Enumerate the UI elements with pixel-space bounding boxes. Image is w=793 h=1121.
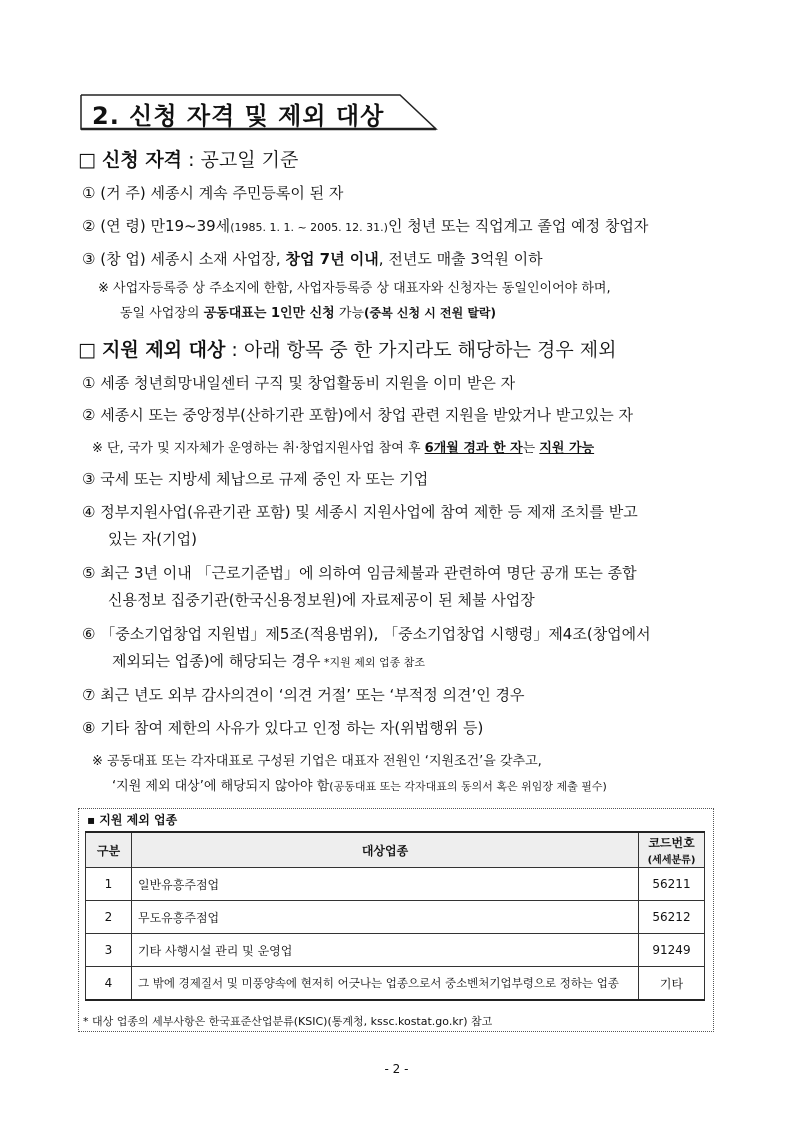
heading-colon: : bbox=[225, 339, 244, 361]
cell-code: 91249 bbox=[639, 934, 705, 967]
item-text: 최근 3년 이내 「근로기준법」에 의하여 임금체불과 관련하여 명단 공개 또는 종합 bbox=[100, 564, 637, 582]
eligibility-basis: 공고일 기준 bbox=[200, 149, 299, 171]
exclusion-item-1 bbox=[82, 372, 515, 393]
note-text-mid: 는 bbox=[522, 441, 540, 456]
exclusion-heading bbox=[78, 335, 617, 362]
eligibility-note-line2 bbox=[120, 302, 496, 321]
item-bold: 창업 7년 이내 bbox=[285, 250, 379, 268]
note-mark: ※ bbox=[98, 281, 109, 296]
item-text: (연 령) 만19~39세 bbox=[100, 217, 231, 235]
cell-no: 3 bbox=[86, 934, 132, 967]
item-text: (거 주) 세종시 계속 주민등록이 된 자 bbox=[100, 184, 344, 202]
note-underline-end: 지원 가능 bbox=[539, 441, 595, 456]
note-text: 공동대표 또는 각자대표로 구성된 기업은 대표자 전원인 ‘지원조건’을 갖추고, bbox=[107, 754, 542, 769]
cell-industry: 기타 사행시설 관리 및 운영업 bbox=[132, 934, 639, 967]
table-row bbox=[86, 934, 705, 967]
exclusion-item-5 bbox=[82, 562, 637, 583]
checkbox-glyph: □ bbox=[78, 339, 96, 361]
item-text-cont: 있는 자(기업) bbox=[108, 530, 197, 548]
table-title: ▪ 지원 제외 업종 bbox=[87, 813, 178, 827]
table-row bbox=[86, 901, 705, 934]
header-category: 구분 bbox=[86, 832, 132, 868]
note-bold-end: (중복 신청 시 전원 탈락) bbox=[364, 306, 497, 320]
item-number: ③ bbox=[82, 470, 96, 488]
item-text-cont: 신용정보 집중기관(한국신용정보원)에 자료제공이 된 체불 사업장 bbox=[108, 591, 535, 609]
table-footnote: * 대상 업종의 세부사항은 한국표준산업분류(KSIC)(통계청, kssc.kostat.go.kr) 참고 bbox=[83, 1015, 493, 1028]
item-number: ① bbox=[82, 374, 96, 392]
item-text-end: 인 청년 또는 직업계고 졸업 예정 창업자 bbox=[387, 217, 649, 235]
item-date-range: (1985. 1. 1. ~ 2005. 12. 31.) bbox=[230, 221, 388, 234]
cell-no: 1 bbox=[86, 868, 132, 901]
section-title-box bbox=[80, 94, 434, 130]
exclusion-note2-line1 bbox=[92, 750, 542, 769]
cell-industry: 일반유흥주점업 bbox=[132, 868, 639, 901]
item-number: ⑦ bbox=[82, 686, 96, 704]
item-text: 국세 또는 지방세 체납으로 규제 중인 자 또는 기업 bbox=[100, 470, 429, 488]
eligibility-heading bbox=[78, 145, 298, 172]
exclusion-item-4-cont bbox=[108, 528, 197, 549]
eligibility-note-line1 bbox=[98, 277, 611, 296]
note-bold: 공동대표는 1인만 신청 bbox=[203, 306, 335, 321]
item-number: ④ bbox=[82, 503, 96, 521]
note-mark: ※ bbox=[92, 754, 103, 769]
excluded-industries-box bbox=[78, 808, 714, 1032]
item-text: (창 업) 세종시 소재 사업장, bbox=[100, 250, 286, 268]
table-row bbox=[86, 868, 705, 901]
note-text: 동일 사업장의 bbox=[120, 306, 204, 321]
header-code-sub: (세세분류) bbox=[647, 855, 696, 866]
eligibility-item-3 bbox=[82, 248, 543, 269]
cell-no: 2 bbox=[86, 901, 132, 934]
checkbox-glyph: □ bbox=[78, 149, 96, 171]
item-text-end: , 전년도 매출 3억원 이하 bbox=[378, 250, 543, 268]
section-title: 2. 신청 자격 및 제외 대상 bbox=[92, 102, 385, 130]
note-underline: 6개월 경과 한 자 bbox=[424, 441, 523, 456]
header-industry: 대상업종 bbox=[132, 832, 639, 868]
note-text-mid: 가능 bbox=[334, 306, 364, 321]
header-code bbox=[639, 832, 705, 868]
item-number: ② bbox=[82, 406, 96, 424]
item-number: ⑧ bbox=[82, 719, 96, 737]
exclusion-item-2 bbox=[82, 404, 633, 425]
exclusion-item-3 bbox=[82, 468, 428, 489]
exclusion-note bbox=[92, 437, 594, 456]
item-text: 세종시 또는 중앙정부(산하기관 포함)에서 창업 관련 지원을 받았거나 받고있는 자 bbox=[100, 406, 634, 424]
exclusion-item-6 bbox=[82, 623, 651, 644]
exclusion-item-8 bbox=[82, 717, 483, 738]
cell-industry: 무도유흥주점업 bbox=[132, 901, 639, 934]
item-text: 정부지원사업(유관기관 포함) 및 세종시 지원사업에 참여 제한 등 제재 조치를 받고 bbox=[100, 503, 638, 521]
item-number: ⑤ bbox=[82, 564, 96, 582]
exclusion-title: 지원 제외 대상 bbox=[102, 339, 226, 361]
note-small: (공동대표 또는 각자대표의 동의서 혹은 위임장 제출 필수) bbox=[329, 780, 607, 793]
note-text: 단, 국가 및 지자체가 운영하는 취·창업지원사업 참여 후 bbox=[107, 441, 425, 456]
item-number: ⑥ bbox=[82, 625, 96, 643]
eligibility-item-1 bbox=[82, 182, 343, 203]
exclusion-item-6-cont bbox=[112, 650, 425, 671]
note-text: ‘지원 제외 대상’에 해당되지 않아야 함 bbox=[112, 779, 330, 794]
item-number: ② bbox=[82, 217, 96, 235]
item-text: 세종 청년희망내일센터 구직 및 창업활동비 지원을 이미 받은 자 bbox=[100, 374, 516, 392]
note-text: 사업자등록증 상 주소지에 한함, 사업자등록증 상 대표자와 신청자는 동일인이어야 하며, bbox=[113, 281, 611, 296]
cell-industry: 그 밖에 경제질서 및 미풍양속에 현저히 어긋나는 업종으로서 중소벤처기업부령으로 정하는 업종 bbox=[132, 967, 639, 1001]
item-text-cont: 제외되는 업종)에 해당되는 경우 bbox=[112, 652, 321, 670]
item-text: 기타 참여 제한의 사유가 있다고 인정 하는 자(위법행위 등) bbox=[100, 719, 484, 737]
eligibility-item-2 bbox=[82, 215, 648, 236]
item-small-ref: *지원 제외 업종 참조 bbox=[320, 656, 426, 669]
cell-code: 56212 bbox=[639, 901, 705, 934]
exclusion-item-5-cont bbox=[108, 589, 535, 610]
cell-no: 4 bbox=[86, 967, 132, 1001]
header-code-label: 코드번호 bbox=[648, 836, 695, 850]
eligibility-title: 신청 자격 bbox=[102, 149, 183, 171]
item-number: ③ bbox=[82, 250, 96, 268]
table-row bbox=[86, 967, 705, 1001]
exclusion-note2-line2 bbox=[112, 775, 607, 794]
cell-code: 56211 bbox=[639, 868, 705, 901]
note-mark: ※ bbox=[92, 441, 103, 456]
excluded-industries-table bbox=[85, 831, 705, 1001]
exclusion-desc: 아래 항목 중 한 가지라도 해당하는 경우 제외 bbox=[243, 339, 617, 361]
exclusion-item-7 bbox=[82, 684, 524, 705]
page-number: - 2 - bbox=[384, 1062, 409, 1076]
cell-code: 기타 bbox=[639, 967, 705, 1001]
item-number: ① bbox=[82, 184, 96, 202]
item-text: 「중소기업창업 지원법」제5조(적용범위), 「중소기업창업 시행령」제4조(창업에서 bbox=[100, 625, 651, 643]
exclusion-item-4 bbox=[82, 501, 638, 522]
table-header-row bbox=[86, 832, 705, 868]
heading-colon: : bbox=[182, 149, 201, 171]
item-text: 최근 년도 외부 감사의견이 ‘의견 거절’ 또는 ‘부적정 의견’인 경우 bbox=[100, 686, 525, 704]
